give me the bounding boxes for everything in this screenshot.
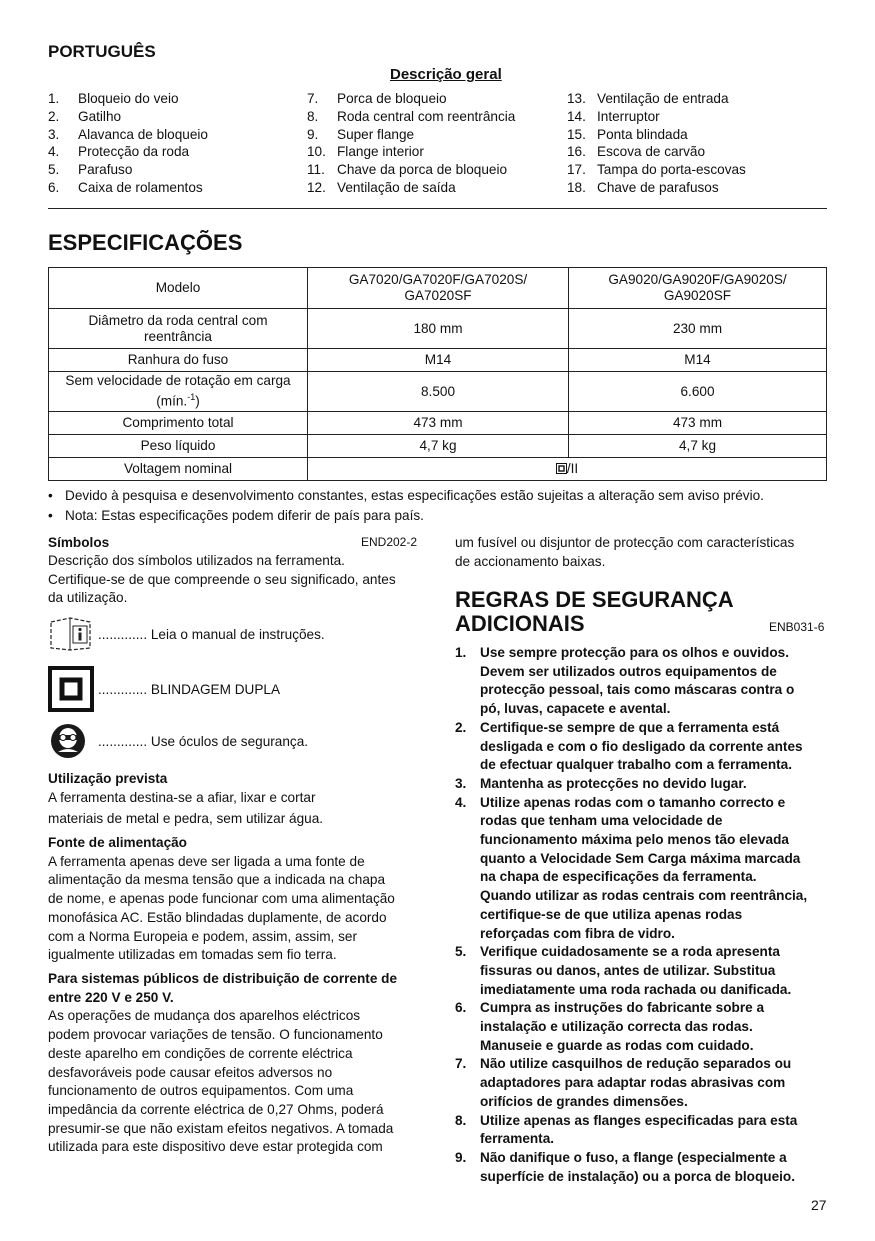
- list-item: 15. Ponta blindada: [567, 126, 688, 142]
- language-heading: PORTUGUÊS: [48, 42, 156, 61]
- list-item: 2. Gatilho: [48, 108, 122, 124]
- list-item: 8. Utilize apenas as flanges especificadas para esta ferramenta.: [455, 1112, 798, 1147]
- table-row: [49, 412, 827, 435]
- spec-value-a: M14: [308, 349, 569, 372]
- power-supply-title: Fonte de alimentação: [48, 835, 187, 850]
- parts-list-col-2: [307, 90, 557, 197]
- spec-label: Peso líquido: [49, 435, 308, 458]
- spec-label: Ranhura do fuso: [49, 349, 308, 372]
- table-row: [49, 349, 827, 372]
- list-item: 4. Protecção da roda: [48, 144, 190, 160]
- symbols-intro: Descrição dos símbolos utilizados na ferramenta. Certifique-se de que compreende o seu significado, antes da utilização.: [48, 553, 396, 606]
- page-number: 27: [811, 1197, 827, 1213]
- spec-value-a: 180 mm: [308, 309, 569, 349]
- spec-header-label: Modelo: [49, 268, 308, 309]
- list-item: • Devido à pesquisa e desenvolvimento constantes, estas especificações estão sujeitas a alteração sem aviso prévio.: [48, 486, 828, 506]
- spec-value-b: 230 mm: [569, 309, 827, 349]
- spec-label: Voltagem nominal: [49, 458, 308, 481]
- spec-label: Diâmetro da roda central com reentrância: [49, 309, 308, 349]
- intended-use-title: Utilização prevista: [48, 771, 168, 786]
- symbols-code: END202-2: [361, 535, 418, 549]
- list-item: 1. Bloqueio do veio: [48, 91, 179, 106]
- list-item: 9. Super flange: [307, 126, 415, 142]
- spec-notes: [48, 486, 828, 526]
- safety-glasses-icon: [48, 722, 94, 760]
- power-supply-section: Fonte de alimentação A ferramenta apenas deve ser ligada a uma fonte de alimentação da mesma tensão que a indicada na chapa de nome, e apenas pode funcionar com uma alimentação monofásica AC. Estão blindadas duplamente, de acordo com a Norma Europeia e podem, assim, assim, ser igualmente utilizadas em tomadas sem fio terra.: [48, 834, 428, 965]
- parts-list-col-3: [567, 90, 817, 197]
- list-item: 13. Ventilação de entrada: [567, 91, 729, 106]
- symbol-row: ............. Leia o manual de instruções.: [48, 616, 423, 652]
- safety-rules-list: [455, 644, 830, 1186]
- list-item: 6. Caixa de rolamentos: [48, 179, 203, 195]
- spec-label: Comprimento total: [49, 412, 308, 435]
- section-divider: [48, 208, 827, 209]
- double-insulation-icon: [556, 463, 567, 474]
- list-item: 3. Alavanca de bloqueio: [48, 126, 208, 142]
- list-item: 5. Parafuso: [48, 162, 133, 178]
- list-item: 6. Cumpra as instruções do fabricante sobre a instalação e utilização correcta das rodas. Manuseie e guarde as rodas com cuidado.: [455, 1000, 765, 1053]
- spec-value-a: 4,7 kg: [308, 435, 569, 458]
- list-item: 9. Não danifique o fuso, a flange (especialmente a superfície de instalação) ou a porca de bloqueio.: [455, 1149, 795, 1184]
- spec-value-merged: /II: [308, 458, 827, 481]
- table-row: [49, 435, 827, 458]
- list-item: 3. Mantenha as protecções no devido lugar.: [455, 775, 747, 791]
- list-item: 2. Certifique-se sempre de que a ferramenta está desligada e com o fio desligado da corrente antes de efectuar qualquer trabalho com a ferramenta.: [455, 719, 803, 773]
- spec-header-model-b: GA9020/GA9020F/GA9020S/ GA9020SF: [569, 268, 827, 309]
- table-row: [49, 268, 827, 309]
- list-item: 10. Flange interior: [307, 144, 424, 160]
- table-row: [49, 372, 827, 412]
- safety-rules-title: REGRAS DE SEGURANÇA ADICIONAIS: [455, 587, 734, 636]
- spec-value-a: 473 mm: [308, 412, 569, 435]
- specifications-title: ESPECIFICAÇÕES: [48, 230, 243, 255]
- list-item: 8. Roda central com reentrância: [307, 108, 516, 124]
- safety-rules-code: ENB031-6: [769, 620, 825, 634]
- table-row: [49, 309, 827, 349]
- list-item: 7. Porca de bloqueio: [307, 91, 447, 106]
- symbols-title: Símbolos: [48, 535, 110, 550]
- list-item: 12. Ventilação de saída: [307, 179, 456, 195]
- public-systems-section: Para sistemas públicos de distribuição de corrente de entre 220 V e 250 V. As operações de mudança dos aparelhos eléctricos podem provocar variações de tensão. O funcionamento deste aparelho em condições de corrente eléctrica desfavoráveis pode causar efeitos adversos no funcionamento de outros equipamentos. Com uma impedância da corrente eléctrica de 0,27 Ohms, poderá presumir-se que não existam efeitos negativos. A tomada utilizada para este dispositivo deve estar protegida com: [48, 971, 398, 1155]
- public-systems-continued: um fusível ou disjuntor de protecção com características de accionamento baixas.: [455, 535, 795, 569]
- spec-value-b: M14: [569, 349, 827, 372]
- spec-label: Sem velocidade de rotação em carga (mín.$^{-1}$): [49, 372, 308, 412]
- intended-use-section: Utilização prevista A ferramenta destina-se a afiar, lixar e cortar materiais de metal e pedra, sem utilizar água.: [48, 770, 428, 829]
- list-item: 1. Use sempre protecção para os olhos e ouvidos. Devem ser utilizados outros equipamentos de protecção pessoal, tais como máscaras contra o pó, luvas, capacete e avental.: [455, 645, 795, 717]
- list-item: 18. Chave de parafusos: [567, 179, 719, 195]
- list-item: 17. Tampa do porta-escovas: [567, 162, 746, 178]
- list-item: • Nota: Estas especificações podem diferir de país para país.: [48, 506, 828, 526]
- spec-value-a: 8.500: [308, 372, 569, 412]
- list-item: 7. Não utilize casquilhos de redução separados ou adaptadores para adaptar rodas abrasivas com orifícios de grandes dimensões.: [455, 1056, 792, 1109]
- read-manual-icon: [48, 616, 94, 652]
- parts-list-col-1: [48, 90, 298, 197]
- symbol-row: ............. BLINDAGEM DUPLA: [48, 666, 423, 712]
- double-insulation-icon: [48, 666, 94, 712]
- list-item: 11. Chave da porca de bloqueio: [307, 162, 508, 178]
- spec-value-b: 473 mm: [569, 412, 827, 435]
- list-item: 4. Utilize apenas rodas com o tamanho correcto e rodas que tenham uma velocidade de funcionamento máxima pelo menos tão elevada quanto a Velocidade Sem Carga máxima marcada na chapa de especificações da ferramenta. Quando utilizar as rodas centrais com reentrância, certifique-se de que utiliza apenas rodas reforçadas com fibra de vidro.: [455, 794, 808, 941]
- specifications-table: [48, 267, 827, 481]
- list-item: 16. Escova de carvão: [567, 144, 706, 160]
- list-item: 5. Verifique cuidadosamente se a roda apresenta fissuras ou danos, antes de utilizar. Substitua imediatamente uma roda rachada ou danificada.: [455, 944, 792, 997]
- list-item: 14. Interruptor: [567, 108, 660, 124]
- spec-value-b: 4,7 kg: [569, 435, 827, 458]
- symbol-row: ............. Use óculos de segurança.: [48, 722, 423, 760]
- spec-header-model-a: GA7020/GA7020F/GA7020S/ GA7020SF: [308, 268, 569, 309]
- table-row: [49, 458, 827, 481]
- spec-value-b: 6.600: [569, 372, 827, 412]
